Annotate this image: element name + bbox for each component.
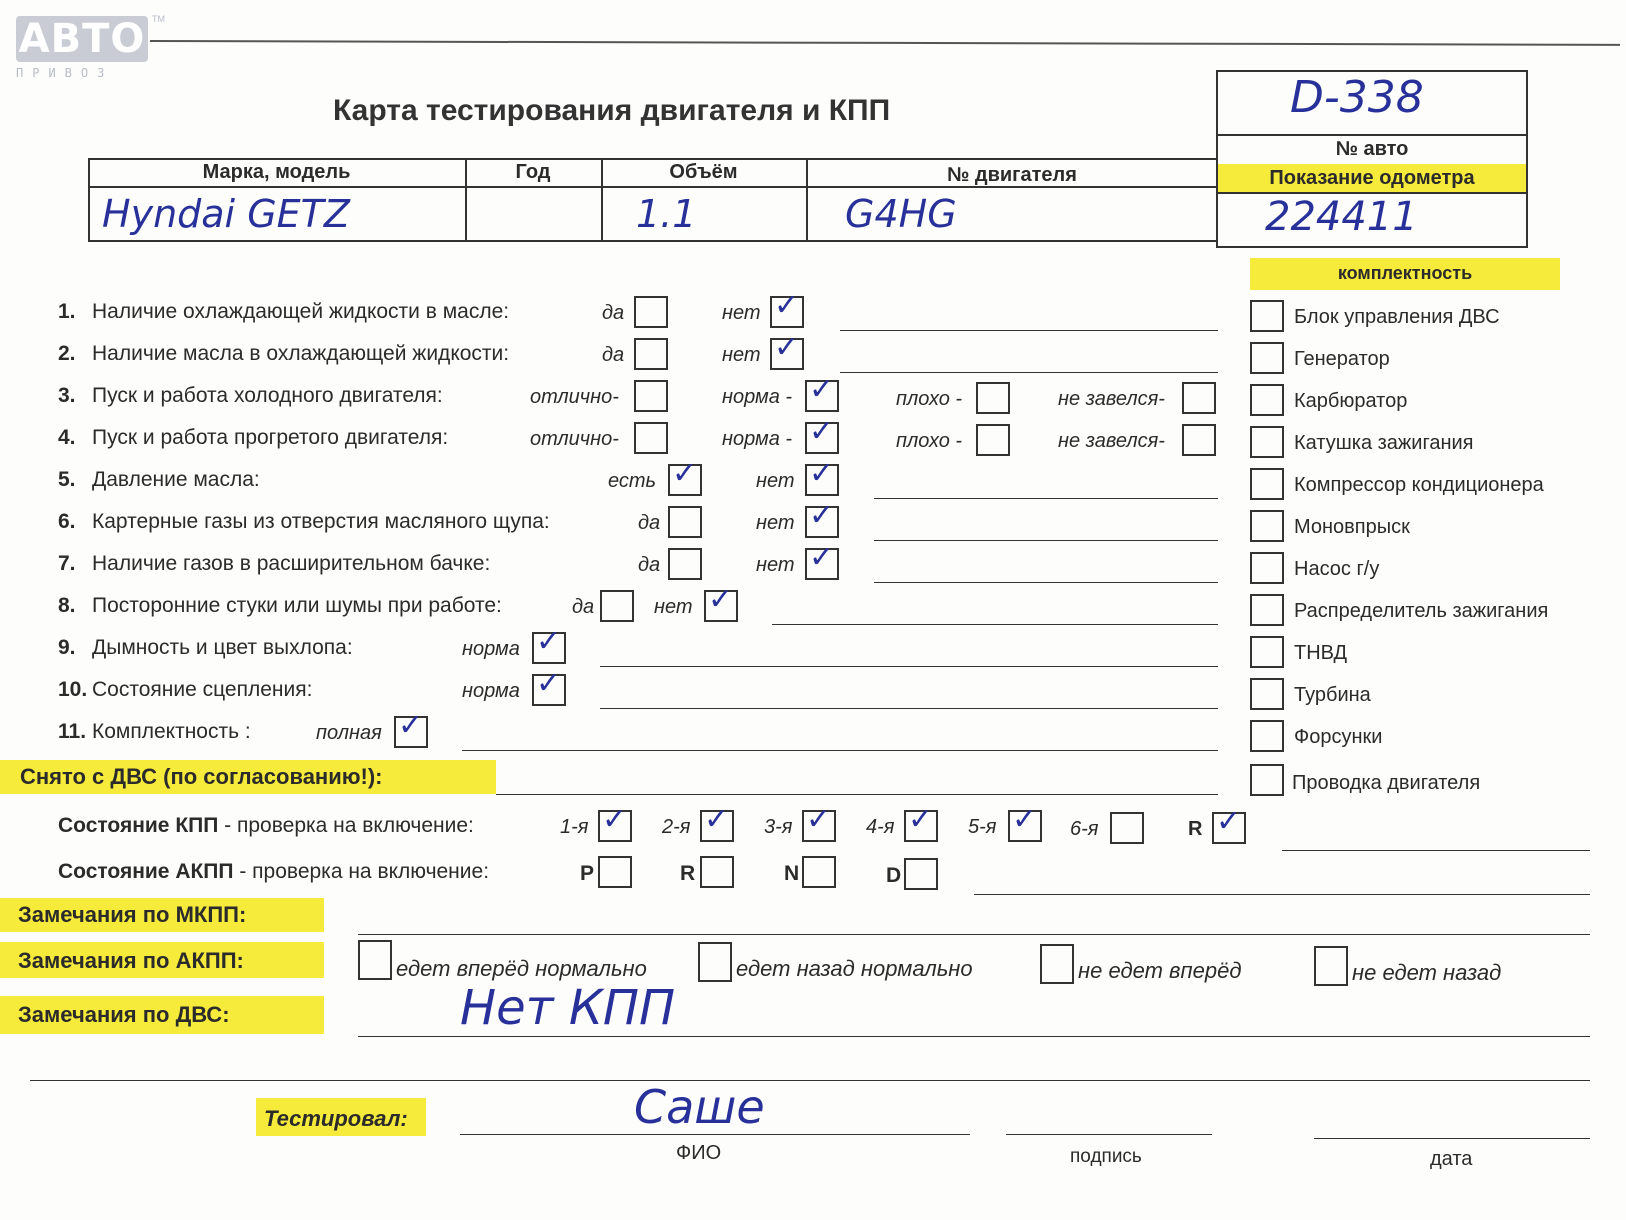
check-mark: ✓ [398, 708, 424, 743]
item-num: 10. [58, 678, 88, 701]
item-num: 7. [58, 552, 76, 575]
rule [1282, 850, 1590, 851]
checkbox-otlichno[interactable] [634, 380, 668, 412]
check-mark: ✓ [809, 372, 835, 407]
gear-label: 5-я [968, 816, 997, 838]
komplekt-label: Насос г/у [1294, 558, 1380, 580]
komplekt-label: Моновпрыск [1294, 516, 1410, 538]
option-ne-zavelsya: не завелся- [1058, 388, 1165, 410]
komplekt-checkbox[interactable] [1250, 636, 1284, 668]
col-volume: Объём [669, 161, 738, 183]
checkbox-norma[interactable] [805, 372, 839, 412]
rule [874, 498, 1218, 499]
item-num: 4. [58, 426, 76, 449]
rule [30, 1080, 1590, 1081]
komplekt-checkbox[interactable] [1250, 678, 1284, 710]
option-net: нет [654, 596, 693, 618]
komplekt-label: Турбина [1294, 684, 1371, 706]
rule [1216, 134, 1528, 136]
check-mark: ✓ [602, 802, 628, 837]
item-text: Пуск и работа холодного двигателя: [92, 384, 443, 407]
option-da: да [638, 554, 661, 576]
item-text: Посторонние стуки или шумы при работе: [92, 594, 502, 617]
rule [600, 666, 1218, 667]
check-mark: ✓ [806, 802, 832, 837]
akpp-option-checkbox[interactable] [698, 942, 732, 982]
checkbox-net[interactable] [805, 498, 839, 538]
item-text: Давление масла: [92, 468, 260, 491]
akpp-gear-checkbox[interactable] [904, 858, 938, 890]
car-number-value: D-338 [1290, 72, 1424, 123]
option-polnaya: полная [316, 722, 382, 744]
komplekt-label: Распределитель зажигания [1294, 600, 1549, 622]
komplekt-checkbox[interactable] [1250, 468, 1284, 500]
rule [1314, 1138, 1590, 1139]
komplekt-label: Карбюратор [1294, 390, 1408, 412]
option-ploho: плохо - [896, 430, 963, 452]
gear-checkbox[interactable] [1008, 802, 1042, 842]
remarks-mkpp-label: Замечания по МКПП: [18, 902, 247, 927]
checkbox-ploho[interactable] [976, 382, 1010, 414]
model-value: Hyndai GETZ [102, 192, 350, 236]
item-text: Дымность и цвет выхлопа: [92, 636, 353, 659]
komplekt-checkbox[interactable] [1250, 552, 1284, 584]
akpp-gear-label: N [784, 862, 800, 885]
akpp-label-rest: - проверка на включение: [233, 860, 490, 883]
check-mark: ✓ [809, 414, 835, 449]
item-num: 8. [58, 594, 76, 617]
option-net: нет [756, 470, 795, 492]
option-net: нет [756, 554, 795, 576]
checkbox-norma[interactable] [532, 624, 566, 664]
check-mark: ✓ [536, 624, 562, 659]
checkbox-net[interactable] [805, 456, 839, 496]
rule [772, 624, 1218, 625]
rule [1006, 1134, 1212, 1135]
komplekt-label: ТНВД [1294, 642, 1348, 664]
col-year: Год [515, 161, 551, 183]
check-mark: ✓ [809, 498, 835, 533]
option-ploho: плохо - [896, 388, 963, 410]
option-norma: норма - [722, 428, 793, 450]
akpp-gear-checkbox[interactable] [598, 856, 632, 888]
check-mark: ✓ [774, 288, 800, 323]
odometer-label: Показание одометра [1269, 167, 1475, 189]
gear-label: 3-я [764, 816, 793, 838]
akpp-gear-label: D [886, 864, 902, 887]
option-da: да [572, 596, 595, 618]
komplekt-checkbox[interactable] [1250, 594, 1284, 626]
option-net: нет [756, 512, 795, 534]
komplekt-checkbox[interactable] [1250, 764, 1284, 796]
check-mark: ✓ [809, 540, 835, 575]
check-mark: ✓ [809, 456, 835, 491]
option-ne-zavelsya: не завелся- [1058, 430, 1165, 452]
item-text: Наличие охлаждающей жидкости в масле: [92, 300, 510, 323]
footer-podpis: подпись [1070, 1146, 1142, 1167]
footer-fio: ФИО [676, 1142, 722, 1164]
akpp-label [58, 860, 489, 884]
footer-data: дата [1430, 1148, 1473, 1170]
tested-by-label: Тестировал: [264, 1106, 408, 1131]
rule [874, 540, 1218, 541]
rule [496, 794, 1218, 795]
rule [462, 750, 1218, 751]
rule [974, 894, 1590, 895]
car-number-label: № авто [1335, 138, 1409, 160]
col-model: Марка, модель [202, 161, 351, 183]
akpp-gear-checkbox[interactable] [700, 856, 734, 888]
akpp-gear-label: P [580, 862, 595, 885]
page-title: Карта тестирования двигателя и КПП [333, 94, 891, 127]
rule [358, 1036, 1590, 1037]
checkbox-da[interactable] [634, 296, 668, 328]
akpp-gear-checkbox[interactable] [802, 856, 836, 888]
item-text: Комплектность : [92, 720, 251, 743]
option-norma: норма [462, 680, 520, 702]
check-mark: ✓ [704, 802, 730, 837]
gear-label: 2-я [662, 816, 691, 838]
komplekt-label: Компрессор кондиционера [1294, 474, 1544, 496]
gear-label: R [1188, 818, 1203, 840]
akpp-option-checkbox[interactable] [358, 940, 392, 980]
rule [358, 934, 1590, 935]
checkbox-norma[interactable] [532, 666, 566, 706]
engine-number-value: G4HG [845, 192, 957, 236]
komplekt-checkbox[interactable] [1250, 510, 1284, 542]
logo-subtitle: ПРИВОЗ [16, 66, 114, 80]
checkbox-norma[interactable] [805, 414, 839, 454]
item-num: 3. [58, 384, 76, 407]
remarks-dvs-label: Замечания по ДВС: [18, 1002, 230, 1027]
check-mark: ✓ [774, 330, 800, 365]
gear-checkbox[interactable] [904, 802, 938, 842]
kpp-label-bold: Состояние КПП [58, 814, 219, 837]
rule [874, 582, 1218, 583]
item-num: 1. [58, 300, 76, 323]
rule [600, 708, 1218, 709]
remarks-dvs-value: Нет КПП [460, 980, 676, 1036]
checkbox-ne-zavelsya[interactable] [1182, 424, 1216, 456]
check-mark: ✓ [672, 456, 698, 491]
option-da: да [602, 302, 625, 324]
trademark: TM [152, 14, 165, 24]
check-mark: ✓ [708, 582, 734, 617]
komplekt-label: Генератор [1294, 348, 1390, 370]
item-text: Наличие масла в охлаждающей жидкости: [92, 342, 510, 365]
akpp-option-label: не едет назад [1352, 960, 1502, 985]
logo: АВТО [16, 16, 148, 62]
item-num: 9. [58, 636, 76, 659]
checkbox-ne-zavelsya[interactable] [1182, 382, 1216, 414]
top-rule [150, 40, 1620, 46]
rule [460, 1134, 970, 1135]
komplekt-label: Блок управления ДВС [1294, 306, 1500, 328]
akpp-option-checkbox[interactable] [1314, 946, 1348, 986]
option-net: нет [722, 302, 761, 324]
akpp-label-bold: Состояние АКПП [58, 860, 234, 883]
gear-checkbox[interactable] [598, 802, 632, 842]
gear-label: 4-я [866, 816, 895, 838]
option-da: да [602, 344, 625, 366]
komplekt-label: Проводка двигателя [1292, 772, 1481, 794]
checkbox-da[interactable] [600, 590, 634, 622]
akpp-gear-label: R [680, 862, 696, 885]
check-mark: ✓ [1012, 802, 1038, 837]
item-text: Состояние сцепления: [92, 678, 313, 701]
check-mark: ✓ [1216, 804, 1242, 839]
check-mark: ✓ [536, 666, 562, 701]
checkbox-da[interactable] [634, 338, 668, 370]
gear-checkbox[interactable] [700, 802, 734, 842]
checkbox-net[interactable] [770, 288, 804, 328]
check-mark: ✓ [908, 802, 934, 837]
item-num: 5. [58, 468, 76, 491]
volume-value: 1.1 [636, 192, 697, 236]
item-num: 2. [58, 342, 76, 365]
komplekt-checkbox[interactable] [1250, 384, 1284, 416]
komplekt-checkbox[interactable] [1250, 342, 1284, 374]
item-num: 6. [58, 510, 76, 533]
option-otlichno: отлично- [530, 428, 619, 450]
akpp-option-label: едет назад нормально [736, 956, 973, 981]
gear-label: 6-я [1070, 818, 1099, 840]
col-engine-number: № двигателя [947, 164, 1077, 186]
option-da: да [638, 512, 661, 534]
option-norma: норма [462, 638, 520, 660]
akpp-option-label: не едет вперёд [1078, 958, 1242, 983]
item-num: 11. [58, 720, 87, 743]
checkbox-da[interactable] [668, 548, 702, 580]
kpp-label [58, 814, 474, 838]
signature-value: Саше [634, 1080, 765, 1134]
komplekt-checkbox[interactable] [1250, 720, 1284, 752]
komplektnost-title: комплектность [1337, 263, 1473, 283]
kpp-label-rest: - проверка на включение: [218, 814, 474, 837]
remarks-akpp-label: Замечания по АКПП: [18, 948, 244, 973]
gear-checkbox[interactable] [1110, 812, 1144, 844]
option-net: нет [722, 344, 761, 366]
rule [840, 330, 1218, 331]
komplekt-checkbox[interactable] [1250, 300, 1284, 332]
option-otlichno: отлично- [530, 386, 619, 408]
komplekt-label: Форсунки [1294, 726, 1383, 748]
komplekt-checkbox[interactable] [1250, 426, 1284, 458]
gear-checkbox[interactable] [802, 802, 836, 842]
checkbox-polnaya[interactable] [394, 708, 428, 748]
checkbox-net[interactable] [770, 330, 804, 370]
option-norma: норма - [722, 386, 793, 408]
checkbox-ploho[interactable] [976, 424, 1010, 456]
checkbox-otlichno[interactable] [634, 422, 668, 454]
checkbox-da[interactable] [668, 506, 702, 538]
akpp-option-checkbox[interactable] [1040, 944, 1074, 984]
akpp-option-label: едет вперёд нормально [396, 956, 647, 981]
odometer-value: 224411 [1265, 194, 1418, 240]
checkbox-net[interactable] [704, 582, 738, 622]
item-text: Пуск и работа прогретого двигателя: [92, 426, 449, 449]
gear-label: 1-я [560, 816, 589, 838]
option-est: есть [608, 470, 657, 492]
komplekt-label: Катушка зажигания [1294, 432, 1474, 454]
gear-checkbox[interactable] [1212, 804, 1246, 844]
item-text: Картерные газы из отверстия масляного щупа: [92, 510, 550, 533]
removed-label: Снято с ДВС (по согласованию!): [20, 764, 383, 789]
checkbox-est[interactable] [668, 456, 702, 496]
item-text: Наличие газов в расширительном бачке: [92, 552, 491, 575]
rule [840, 372, 1218, 373]
checkbox-net[interactable] [805, 540, 839, 580]
